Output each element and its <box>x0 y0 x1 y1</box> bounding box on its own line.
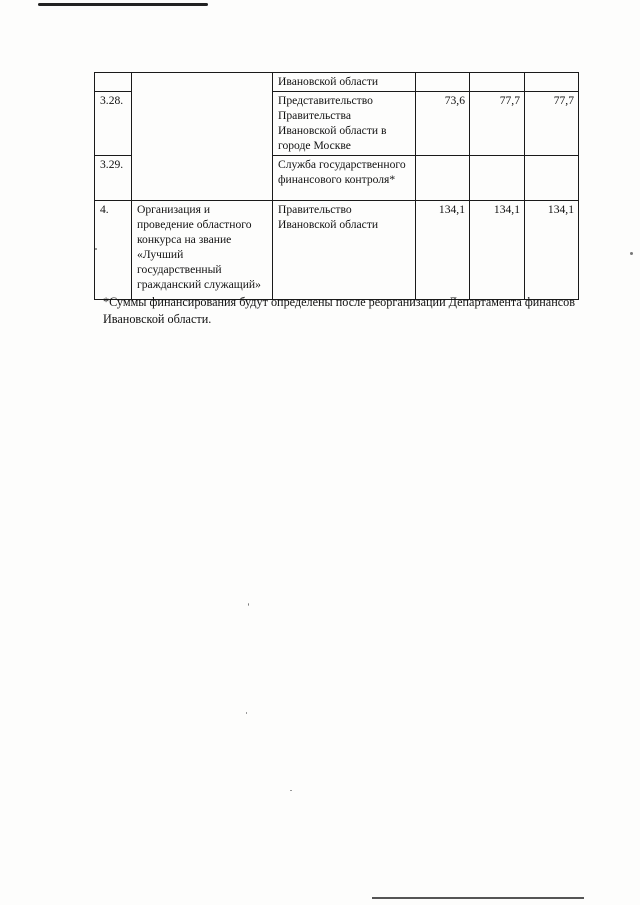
value-cell-3: 77,7 <box>525 92 579 156</box>
value-cell-2: 134,1 <box>470 201 525 300</box>
value-cell-2: 77,7 <box>470 92 525 156</box>
scan-speck <box>246 712 247 714</box>
value-cell-1 <box>416 156 470 201</box>
scan-artifact-bottom <box>372 897 584 899</box>
scan-artifact-top <box>38 3 208 6</box>
value-cell-3 <box>525 156 579 201</box>
table-row <box>95 201 579 300</box>
row-number: 3.28. <box>95 92 132 156</box>
financing-table <box>94 72 579 300</box>
table-row <box>95 73 579 92</box>
row-number: 3.29. <box>95 156 132 201</box>
scan-speck <box>248 603 249 606</box>
value-cell-2 <box>470 73 525 92</box>
scan-speck <box>630 252 633 255</box>
row-number <box>95 73 132 92</box>
value-cell-1: 73,6 <box>416 92 470 156</box>
executor-cell: Представительство Правительства Ивановской области в городе Москве <box>273 92 416 156</box>
value-cell-2 <box>470 156 525 201</box>
executor-cell: Ивановской области <box>273 73 416 92</box>
value-cell-1: 134,1 <box>416 201 470 300</box>
executor-cell: Служба государственного финансового контроля* <box>273 156 416 201</box>
event-name-cell: Организация и проведение областного конкурса на звание «Лучший государственный гражданский служащий» <box>132 201 273 300</box>
scan-speck <box>290 790 292 791</box>
event-name-cell <box>132 73 273 201</box>
value-cell-1 <box>416 73 470 92</box>
executor-cell: Правительство Ивановской области <box>273 201 416 300</box>
value-cell-3: 134,1 <box>525 201 579 300</box>
footnote: *Суммы финансирования будут определены после реорганизации Департамента финансов Ивановской области. <box>103 295 575 326</box>
value-cell-3 <box>525 73 579 92</box>
row-number: 4. <box>95 201 132 300</box>
